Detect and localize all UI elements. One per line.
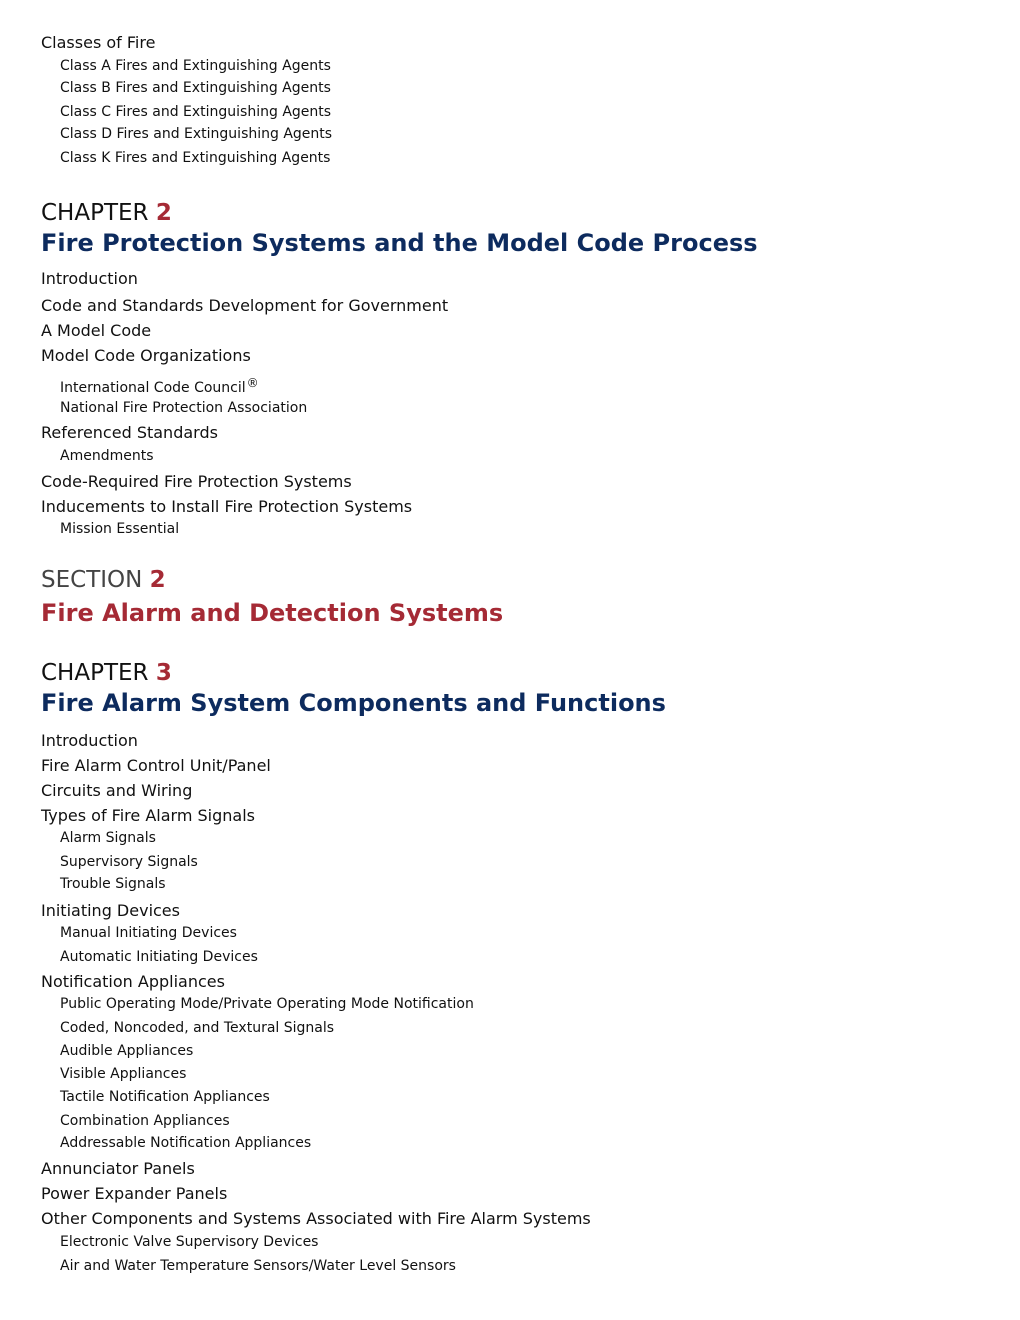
toc-subentry-automatic-initiating: Automatic Initiating Devices (60, 949, 258, 965)
toc-subentry-tactile: Tactile Notification Appliances (60, 1089, 270, 1105)
toc-subentry-temperature-sensors: Air and Water Temperature Sensors/Water Level Sensors (60, 1258, 456, 1274)
toc-subentry-international-code-council (60, 377, 259, 395)
toc-subentry-visible: Visible Appliances (60, 1066, 187, 1082)
toc-subentry-class-k: Class K Fires and Extinguishing Agents (60, 150, 331, 166)
toc-entry-model-code: A Model Code (41, 321, 152, 340)
toc-entry-circuits-wiring: Circuits and Wiring (41, 781, 193, 800)
section-2-label (41, 569, 166, 592)
toc-entry-inducements: Inducements to Install Fire Protection Systems (41, 497, 413, 516)
toc-entry-other-components: Other Components and Systems Associated with Fire Alarm Systems (41, 1209, 591, 1228)
chapter-2-title: Fire Protection Systems and the Model Code Process (41, 229, 758, 257)
toc-subentry-audible: Audible Appliances (60, 1043, 194, 1059)
toc-entry-code-standards-development: Code and Standards Development for Government (41, 296, 449, 315)
toc-entry-referenced-standards: Referenced Standards (41, 423, 218, 442)
toc-entry-code-required-systems: Code-Required Fire Protection Systems (41, 472, 352, 491)
toc-subentry-combination: Combination Appliances (60, 1113, 230, 1129)
toc-entry-model-code-organizations: Model Code Organizations (41, 346, 251, 365)
section-number: 2 (149, 567, 166, 593)
toc-subentry-operating-mode: Public Operating Mode/Private Operating Mode Notification (60, 996, 474, 1012)
section-label-word: SECTION (41, 567, 143, 593)
toc-entry-types-of-signals: Types of Fire Alarm Signals (41, 806, 255, 825)
chapter-label-word: CHAPTER (41, 200, 149, 226)
chapter-number: 2 (155, 200, 172, 226)
chapter-label-word: CHAPTER (41, 660, 149, 686)
section-2-title: Fire Alarm and Detection Systems (41, 599, 504, 627)
toc-entry-notification-appliances: Notification Appliances (41, 972, 225, 991)
chapter-3-title: Fire Alarm System Components and Functions (41, 689, 666, 717)
toc-subentry-mission-essential: Mission Essential (60, 521, 180, 537)
chapter-number: 3 (155, 660, 172, 686)
chapter-2-label (41, 202, 172, 225)
toc-subentry-coded-signals: Coded, Noncoded, and Textural Signals (60, 1020, 335, 1036)
chapter-3-label (41, 662, 172, 685)
registered-mark: ® (246, 376, 259, 390)
toc-subentry-manual-initiating: Manual Initiating Devices (60, 925, 237, 941)
toc-subentry-supervisory-signals: Supervisory Signals (60, 854, 198, 870)
toc-entry-introduction: Introduction (41, 269, 138, 288)
toc-subentry-valve-supervisory: Electronic Valve Supervisory Devices (60, 1234, 319, 1250)
toc-entry-classes-of-fire: Classes of Fire (41, 33, 156, 52)
toc-subentry-text: International Code Council (60, 380, 246, 396)
toc-subentry-class-d: Class D Fires and Extinguishing Agents (60, 126, 333, 142)
toc-entry-introduction: Introduction (41, 731, 138, 750)
toc-subentry-addressable: Addressable Notification Appliances (60, 1135, 312, 1151)
toc-entry-annunciator-panels: Annunciator Panels (41, 1159, 195, 1178)
toc-subentry-class-b: Class B Fires and Extinguishing Agents (60, 80, 331, 96)
toc-subentry-trouble-signals: Trouble Signals (60, 876, 166, 892)
toc-subentry-class-a: Class A Fires and Extinguishing Agents (60, 58, 331, 74)
toc-subentry-alarm-signals: Alarm Signals (60, 830, 156, 846)
toc-entry-power-expander-panels: Power Expander Panels (41, 1184, 228, 1203)
toc-entry-fire-alarm-control-unit: Fire Alarm Control Unit/Panel (41, 756, 271, 775)
toc-subentry-amendments: Amendments (60, 448, 154, 464)
toc-entry-initiating-devices: Initiating Devices (41, 901, 180, 920)
toc-subentry-nfpa: National Fire Protection Association (60, 400, 308, 416)
toc-subentry-class-c: Class C Fires and Extinguishing Agents (60, 104, 332, 120)
